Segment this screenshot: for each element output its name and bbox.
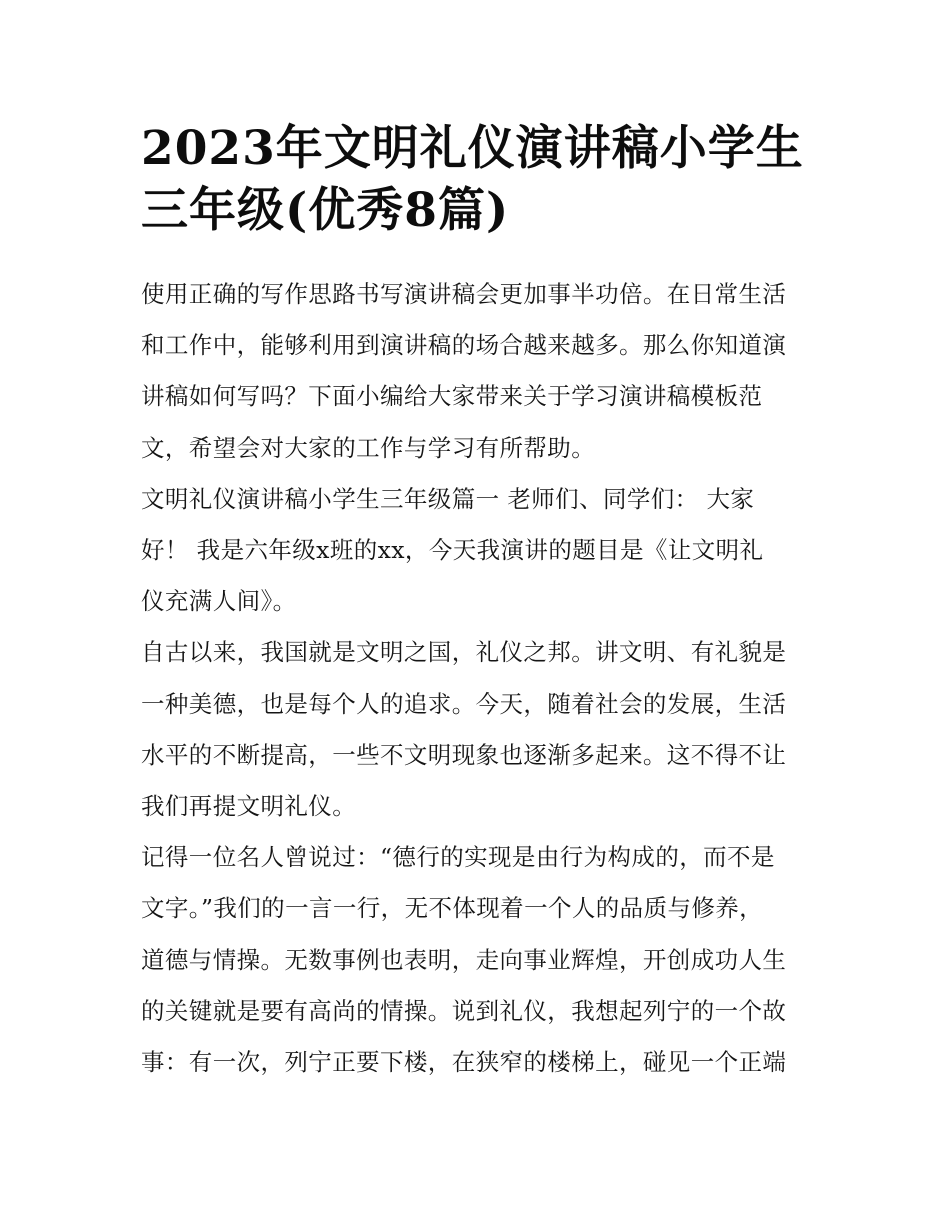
text-line: 好！ 我是六年级x班的xx，今天我演讲的题目是《让文明礼 <box>141 536 764 565</box>
text-line: 文明礼仪演讲稿小学生三年级篇一 老师们、同学们： 大家 <box>141 484 755 513</box>
title-line: 三年级(优秀8篇) <box>141 183 510 238</box>
text-line: 我们再提文明礼仪。 <box>141 792 357 821</box>
text-line: 文，希望会对大家的工作与学习有所帮助。 <box>141 433 596 462</box>
text-line: 事：有一次，列宁正要下楼，在狭窄的楼梯上，碰见一个正端 <box>141 1048 787 1077</box>
text-line: 自古以来，我国就是文明之国，礼仪之邦。讲文明、有礼貌是 <box>141 638 787 667</box>
text-line: 仪充满人间》。 <box>141 587 297 616</box>
intro-paragraph <box>141 269 817 474</box>
speech-opening-paragraph <box>141 474 817 628</box>
body-text <box>141 269 817 1088</box>
text-line: 文字。”我们的一言一行，无不体现着一个人的品质与修养， <box>141 894 764 923</box>
body-paragraph <box>141 627 817 832</box>
text-line: 的关键就是要有高尚的情操。说到礼仪，我想起列宁的一个故 <box>141 996 787 1025</box>
text-line: 讲稿如何写吗？下面小编给大家带来关于学习演讲稿模板范 <box>141 382 763 411</box>
title-line: 2023年文明礼仪演讲稿小学生 <box>141 121 804 176</box>
text-line: 水平的不断提高，一些不文明现象也逐渐多起来。这不得不让 <box>141 740 787 769</box>
document-title <box>141 118 817 242</box>
text-line: 使用正确的写作思路书写演讲稿会更加事半功倍。在日常生活 <box>141 280 787 308</box>
text-line: 一种美德，也是每个人的追求。今天，随着社会的发展，生活 <box>141 689 787 718</box>
text-line: 道德与情操。无数事例也表明，走向事业辉煌，开创成功人生 <box>141 945 787 974</box>
document-content <box>141 118 817 1088</box>
body-paragraph <box>141 832 817 1088</box>
text-line: 记得一位名人曾说过：“德行的实现是由行为构成的，而不是 <box>141 843 775 872</box>
text-line: 和工作中，能够利用到演讲稿的场合越来越多。那么你知道演 <box>141 331 787 360</box>
